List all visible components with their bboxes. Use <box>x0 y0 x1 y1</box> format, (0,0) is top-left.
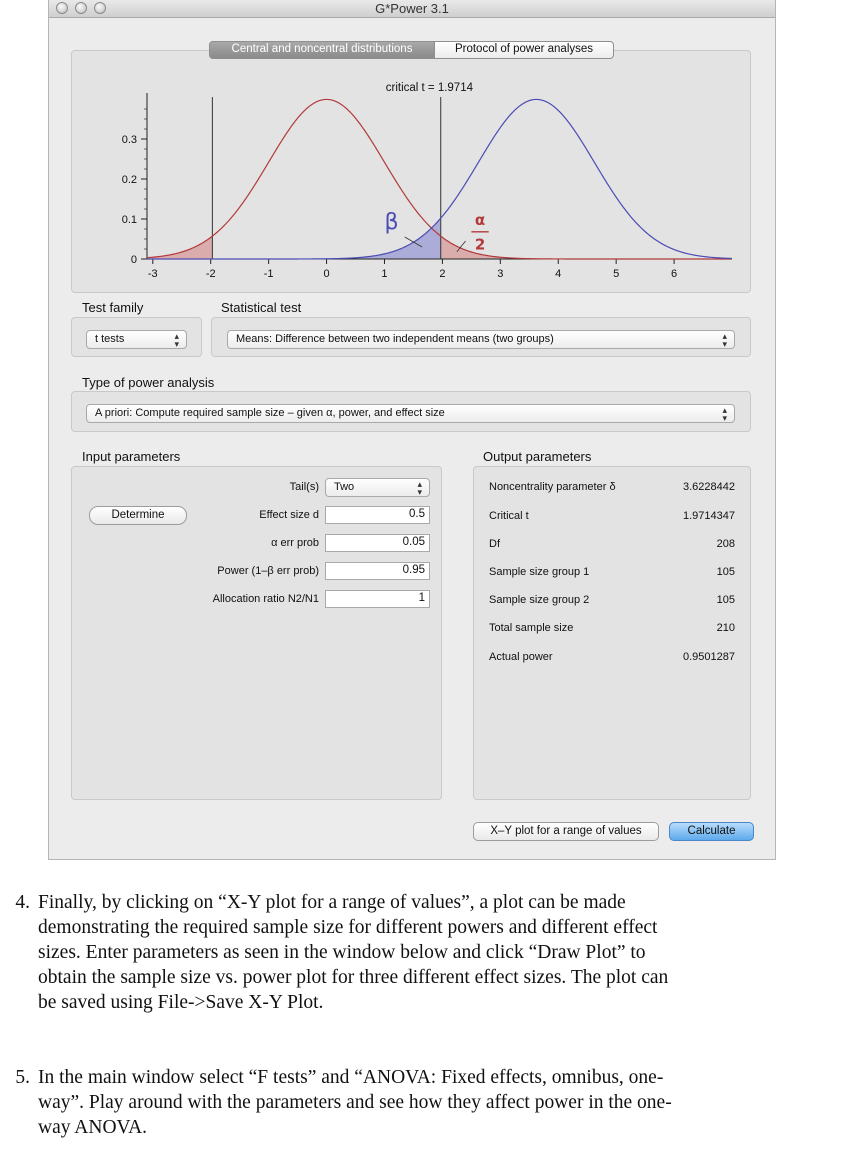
text-line: sizes. Enter parameters as seen in the window below and click “Draw Plot” to <box>38 942 646 963</box>
text-line: In the main window select “F tests” and “ANOVA: Fixed effects, omnibus, one- <box>38 1067 664 1088</box>
output-label: Df <box>489 538 500 550</box>
x-tick-label: 0 <box>323 268 330 280</box>
beta-symbol: β <box>384 210 399 235</box>
statistical-test-select[interactable] <box>227 330 735 349</box>
power-field[interactable]: 0.95 <box>325 562 430 580</box>
x-tick-label: -3 <box>147 268 158 280</box>
x-tick-label: 2 <box>439 268 446 280</box>
output-label: Sample size group 2 <box>489 594 590 606</box>
allocation-ratio-field[interactable]: 1 <box>325 590 430 608</box>
statistical-test-value: Means: Difference between two independent means (two groups) <box>236 333 554 345</box>
output-value: 105 <box>716 566 735 578</box>
output-label: Actual power <box>489 651 553 663</box>
allocation-ratio-label: Allocation ratio N2/N1 <box>212 593 319 605</box>
test-family-value: t tests <box>95 333 125 345</box>
gpower-window <box>48 0 776 860</box>
chevron-updown-icon: ▴ ▾ <box>417 479 422 497</box>
title-bar <box>49 0 775 18</box>
alpha-err-label: α err prob <box>271 537 319 549</box>
tails-label: Tail(s) <box>289 481 319 493</box>
effect-size-field[interactable]: 0.5 <box>325 506 430 524</box>
distribution-plot-panel <box>71 50 751 293</box>
text-line: obtain the sample size vs. power plot for three different effect sizes. The plot can <box>38 967 669 988</box>
alpha-err-field[interactable]: 0.05 <box>325 534 430 552</box>
output-label: Noncentrality parameter δ <box>489 481 616 493</box>
text-line: way ANOVA. <box>38 1117 148 1138</box>
power-analysis-label: Type of power analysis <box>82 375 215 390</box>
chevron-updown-icon: ▴ ▾ <box>722 405 727 423</box>
output-label: Total sample size <box>489 622 574 634</box>
x-tick-label: 5 <box>613 268 620 280</box>
alpha-symbol: α <box>474 211 486 229</box>
tails-select[interactable] <box>325 478 430 497</box>
x-tick-label: 1 <box>381 268 388 280</box>
distribution-plot <box>72 51 752 294</box>
list-item-number: 4. <box>15 892 30 913</box>
alpha-denominator: 2 <box>474 235 486 254</box>
chevron-updown-icon: ▴ ▾ <box>174 331 179 349</box>
output-value: 0.9501287 <box>683 651 735 663</box>
y-tick-label: 0.2 <box>121 174 137 186</box>
y-tick-label: 0.3 <box>121 134 137 146</box>
input-parameters-title: Input parameters <box>82 449 181 464</box>
y-tick-label: 0.1 <box>121 214 137 226</box>
alpha-left-tail-area <box>147 237 212 259</box>
power-analysis-value: A priori: Compute required sample size – given α, power, and effect size <box>95 407 445 419</box>
x-tick-label: 6 <box>671 268 678 280</box>
window-title: G*Power 3.1 <box>375 1 449 16</box>
text-line: demonstrating the required sample size for different powers and different effect <box>38 917 658 938</box>
effect-size-label: Effect size d <box>259 509 319 521</box>
output-label: Critical t <box>489 510 529 522</box>
tab-distributions[interactable]: Central and noncentral distributions <box>209 41 435 59</box>
output-label: Sample size group 1 <box>489 566 590 578</box>
critical-t-label: critical t = 1.9714 <box>385 82 474 94</box>
central-t-curve <box>147 99 732 259</box>
text-line: way”. Play around with the parameters and see how they affect power in the one- <box>38 1092 672 1113</box>
statistical-test-label: Statistical test <box>221 300 302 315</box>
tab-protocol[interactable]: Protocol of power analyses <box>434 41 614 59</box>
output-value: 210 <box>716 622 735 634</box>
y-tick-label: 0 <box>130 254 137 266</box>
test-family-label: Test family <box>82 300 144 315</box>
output-value: 3.6228442 <box>683 481 735 493</box>
chevron-updown-icon: ▴ ▾ <box>722 331 727 349</box>
text-line: Finally, by clicking on “X-Y plot for a range of values”, a plot can be made <box>38 892 626 913</box>
x-tick-label: 3 <box>497 268 504 280</box>
output-value: 1.9714347 <box>683 510 735 522</box>
power-analysis-select[interactable] <box>86 404 735 423</box>
x-tick-label: 4 <box>555 268 562 280</box>
test-family-select[interactable] <box>86 330 187 349</box>
x-tick-label: -1 <box>263 268 274 280</box>
list-item-number: 5. <box>15 1067 30 1088</box>
output-parameters-title: Output parameters <box>483 449 592 464</box>
x-tick-label: -2 <box>205 268 216 280</box>
determine-button[interactable]: Determine <box>89 506 187 525</box>
output-value: 105 <box>716 594 735 606</box>
power-label: Power (1–β err prob) <box>217 565 319 577</box>
text-line: be saved using File->Save X-Y Plot. <box>38 992 324 1013</box>
calculate-button[interactable]: Calculate <box>669 822 754 841</box>
tails-value: Two <box>334 481 355 493</box>
xy-plot-button[interactable]: X–Y plot for a range of values <box>473 822 659 841</box>
output-value: 208 <box>716 538 735 550</box>
